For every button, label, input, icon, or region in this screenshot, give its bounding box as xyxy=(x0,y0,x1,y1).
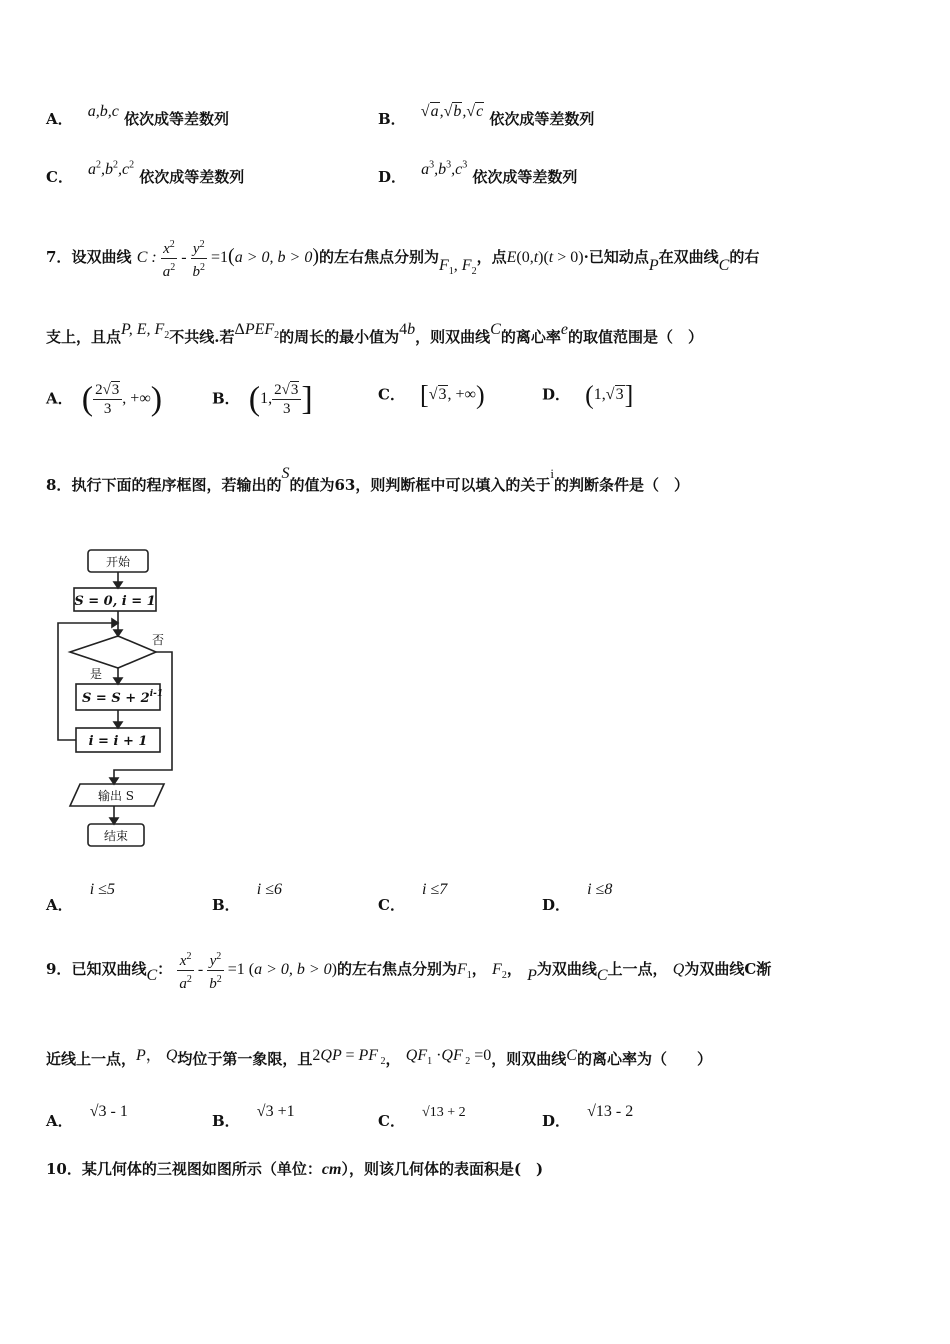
hyperbola-equation: C : $\frac{x^2}{a^2}$ - $\frac{y^2}{b^2}$ =1(a > 0, b > 0) xyxy=(137,249,319,266)
flow-start-label: 开始 xyxy=(105,555,131,569)
condition-1: 2QP = PF $_2$ xyxy=(312,1047,386,1068)
option-label: B． xyxy=(212,896,240,914)
q7-option-d xyxy=(542,380,633,410)
text: 在双曲线 xyxy=(658,248,719,267)
q6-option-a xyxy=(46,103,229,129)
eccentricity-e: e xyxy=(560,321,568,338)
text: 不共线.若 xyxy=(169,328,235,346)
option-label: C． xyxy=(46,168,73,186)
option-math: [√3, +∞) xyxy=(420,380,485,409)
flow-no-label: 否 xyxy=(152,633,165,647)
text: 为双曲线C渐 xyxy=(684,960,772,979)
option-math: $a^2,b^2,c^2$ xyxy=(88,159,135,178)
foci: $F_1$, $F_2$ xyxy=(439,257,477,278)
q8-line xyxy=(46,465,904,495)
option-text: 依次成等差数列 xyxy=(123,110,229,128)
text: ， xyxy=(506,960,522,979)
q7-line-1 xyxy=(46,236,904,281)
min-perimeter: 4b xyxy=(399,321,416,338)
flow-init-label: S = 0, i = 1 xyxy=(74,594,156,609)
q8-option-c xyxy=(378,878,448,914)
option-math: (1,√3] xyxy=(585,380,634,409)
option-value: √13 + 2 xyxy=(422,1105,466,1120)
text: 的值为63，则判断框中可以填入的关于 xyxy=(289,476,551,494)
option-math: a,b,c xyxy=(87,103,119,120)
flow-decision-diamond xyxy=(70,636,156,668)
q6-option-b xyxy=(378,103,595,129)
option-label: B． xyxy=(212,1112,240,1130)
text: ，则双曲线 xyxy=(491,1050,567,1068)
hyperbola-equation: $\frac{x^2}{a^2}$ - $\frac{y^2}{b^2}$ =1 (a > 0, b > 0) xyxy=(177,961,337,978)
question-number: 8． xyxy=(46,476,72,494)
curve-c: C xyxy=(566,1047,577,1064)
text: 的判断条件是（ ） xyxy=(553,476,689,494)
text: 均位于第一象限，且 xyxy=(177,1050,313,1068)
q6-option-c xyxy=(46,159,245,187)
var-i: i xyxy=(550,466,554,481)
option-value: i ≤5 xyxy=(89,881,115,898)
text: ，则双曲线 xyxy=(415,328,491,346)
q6-option-d xyxy=(378,159,578,187)
option-text: 依次成等差数列 xyxy=(489,110,595,128)
q10-line xyxy=(46,1158,904,1179)
q7-line-2 xyxy=(46,321,904,349)
text: 的离心率 xyxy=(500,328,561,346)
option-math: (1, $\frac{2√3}{3}$ ] xyxy=(248,380,313,417)
option-label: D． xyxy=(542,896,571,914)
option-value: √3 - 1 xyxy=(89,1103,128,1120)
flowchart xyxy=(50,544,190,854)
focus-f1: $F_1$ xyxy=(457,961,472,982)
text: ·已知动点 xyxy=(583,248,649,267)
text: 的离心率为（ ） xyxy=(576,1050,712,1068)
option-value: √3 +1 xyxy=(256,1103,295,1120)
point-q: Q xyxy=(672,961,685,979)
option-value: i ≤6 xyxy=(256,881,283,898)
option-math: $a^3,b^3,c^3$ xyxy=(421,159,468,178)
text: 的取值范围是（ ） xyxy=(567,328,703,346)
text: 的左右焦点分别为 xyxy=(336,960,457,979)
option-text: 依次成等差数列 xyxy=(472,168,578,186)
curve-c: C xyxy=(718,257,730,275)
curve-c: C xyxy=(490,321,501,338)
option-math: √a,√b,√c xyxy=(420,103,484,120)
text: ： xyxy=(157,960,173,979)
q7-option-c xyxy=(378,380,485,410)
text: 为双曲线 xyxy=(536,960,597,979)
point-p: P xyxy=(648,257,659,275)
option-label: C． xyxy=(378,1112,405,1130)
q9-option-c xyxy=(378,1100,466,1130)
point-p: P xyxy=(527,967,537,985)
focus-f2: $F_2$ xyxy=(492,961,507,982)
curve-c: C xyxy=(146,967,158,985)
option-text: 依次成等差数列 xyxy=(139,168,245,186)
q7-option-a xyxy=(46,380,162,418)
points-pef2: P, E, $F_2$ xyxy=(121,321,170,342)
option-label: D． xyxy=(542,1112,571,1130)
flow-end-label: 结束 xyxy=(103,829,129,843)
var-s: S xyxy=(281,465,290,482)
text: 设双曲线 xyxy=(71,248,132,267)
triangle-pef2: $\Delta PEF_2$ xyxy=(234,321,280,342)
option-value: i ≤7 xyxy=(422,881,448,898)
q9-option-d xyxy=(542,1100,634,1130)
curve-c: C xyxy=(596,967,608,985)
text: 的周长的最小值为 xyxy=(279,328,400,346)
option-label: A． xyxy=(46,1112,73,1130)
q9-line-2 xyxy=(46,1046,904,1071)
text: ，点 xyxy=(476,248,507,267)
q9-option-b xyxy=(212,1100,295,1130)
q7-option-b xyxy=(212,380,313,418)
option-label: D． xyxy=(542,385,571,404)
option-label: A． xyxy=(46,110,73,128)
question-number: 7． xyxy=(46,248,72,267)
option-math: ( $\frac{2√3}{3}$ , +∞) xyxy=(81,380,163,417)
text: 的右 xyxy=(729,248,760,267)
option-label: A． xyxy=(46,389,73,408)
option-label: C． xyxy=(378,896,405,914)
option-value: √13 - 2 xyxy=(587,1103,634,1120)
option-label: B． xyxy=(212,389,240,408)
points-pq: P， Q xyxy=(136,1047,178,1064)
option-label: D． xyxy=(378,168,407,186)
option-label: A． xyxy=(46,896,73,914)
text: ），则该几何体的表面积是( ) xyxy=(341,1160,544,1178)
text: ， xyxy=(385,1050,401,1068)
q9-line-1 xyxy=(46,948,904,993)
text: 上一点， xyxy=(607,960,668,979)
q9-option-a xyxy=(46,1100,128,1130)
q8-option-b xyxy=(212,878,283,914)
flow-increment-label: i = i + 1 xyxy=(88,734,148,749)
q8-option-d xyxy=(542,878,613,914)
option-label: B． xyxy=(378,110,406,128)
unit: cm xyxy=(321,1161,342,1178)
condition-2: $QF_1 \cdot QF$ $_2$ =0 xyxy=(405,1047,492,1068)
flow-update-label: $S = S + 2^{i-1}$ xyxy=(82,689,164,706)
text: 近线上一点， xyxy=(46,1050,137,1068)
text: 支上，且点 xyxy=(46,328,122,346)
question-number: 10． xyxy=(46,1160,82,1178)
text: 执行下面的程序框图，若输出的 xyxy=(71,476,282,494)
text: 某几何体的三视图如图所示（单位： xyxy=(81,1160,322,1178)
text: ， xyxy=(471,960,487,979)
text: 已知双曲线 xyxy=(71,960,147,979)
flow-yes-label: 是 xyxy=(90,667,103,681)
option-value: i ≤8 xyxy=(587,881,613,898)
q8-option-a xyxy=(46,878,115,914)
point-e: E(0,t)(t > 0) xyxy=(506,249,584,267)
text: 的左右焦点分别为 xyxy=(318,248,439,267)
option-label: C． xyxy=(378,385,405,404)
question-number: 9． xyxy=(46,960,72,979)
flow-output-label: 输出 S xyxy=(97,789,135,803)
